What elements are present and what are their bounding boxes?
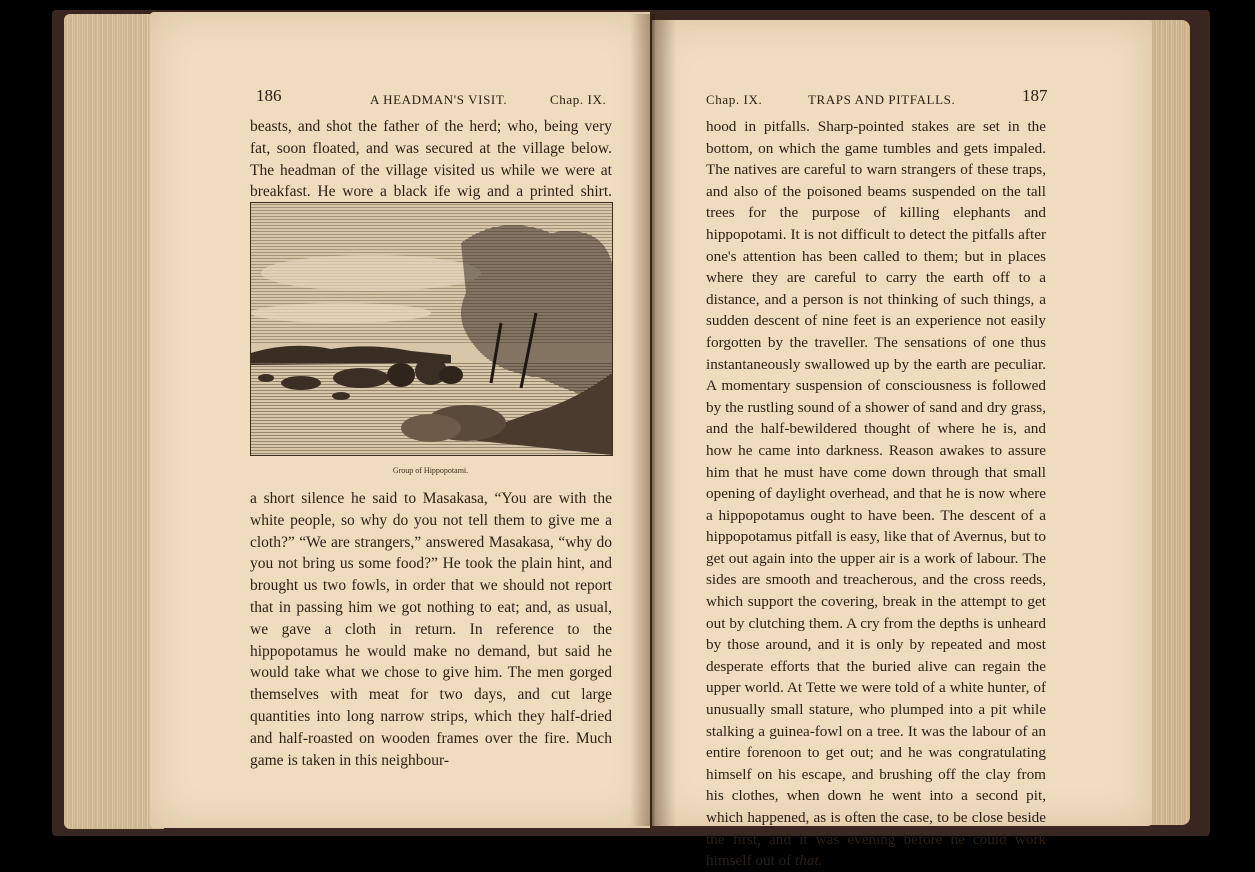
left-text-bottom: a short silence he said to Masakasa, “You are with the white people, so why do you not tell them to give me a cloth?” “We are strangers,” answered Masakasa, “why do you not bring us some food?” He took the plain hint, and brought us two fowls, in order that we should not report that in passing him we got nothing to eat; and, as usual, we gave a cloth in return. In reference to the hippopotamus he would make no demand, but said he would take what we chose to give him. The men gorged themselves with meat for two days, and cut large quantities into long narrow strips, which they half-dried and half-roasted on wooden frames over the fire. Much game is taken in this neighbour- xyxy=(250,490,612,769)
right-paragraph xyxy=(706,116,1046,872)
left-chapter-label: Chap. IX. xyxy=(550,92,607,107)
book-gutter xyxy=(630,14,676,826)
right-text-last-word: that. xyxy=(795,852,823,870)
right-running-head: TRAPS AND PITFALLS. xyxy=(808,92,956,107)
left-running-head: A HEADMAN'S VISIT. xyxy=(370,92,508,107)
right-text-main xyxy=(706,116,1046,872)
page-edges-left xyxy=(64,14,164,829)
right-page-number: 187 xyxy=(1022,86,1048,105)
hippopotami-engraving xyxy=(250,202,613,456)
left-text-top: beasts, and shot the father of the herd; who, being very fat, soon floated, and was secured at the village below. The headman of the village visited us while we were at breakfast. He wore a black ife wig and a printed shirt. xyxy=(250,118,612,201)
left-page-number: 186 xyxy=(256,86,282,105)
right-text-body: hood in pitfalls. Sharp-pointed stakes are set in the bottom, on which the game tumbles and gets impaled. The natives are careful to warn strangers of these traps, and also of the poisoned beams suspended on the tall trees for the purpose of killing elephants and hippopotami. It is not difficult to detect the pitfalls after one's attention has been called to them; but in places where they are careful to carry the earth off to a distance, and a person is not thinking of such things, a sudden descent of nine feet is an experience not easily forgotten by the traveller. The sensations of one thus instantaneously swallowed up by the earth are peculiar. A momentary suspension of consciousness is followed by the rustling sound of a shower of sand and dry grass, and the half-bewildered thought of where he is, and how he came into darkness. Reason awakes to assure him that he must have come down through that small opening of daylight overhead, and that he is now where a hippopotamus ought to have been. The descent of a hippopotamus pitfall is easy, like that of Avernus, but to get out again into the upper air is a work of labour. The sides are smooth and treacherous, and the cross reeds, which support the covering, break in the attempt to get out by clutching them. A cry from the depths is unheard by those around, and it is only by repeated and most desperate efforts that the buried alive can regain the upper world. At Tette we were told of a white hunter, of unusually small stature, who plumped into a pit while stalking a guinea-fowl on a tree. It was the labour of an entire forenoon to get out; and he was congratulating himself on his escape, and brushing off the clay from his clothes, when down he went into a second pit, which happened, as is often the case, to be close beside the first, and it was evening before he could work himself out of xyxy=(706,118,1046,870)
left-paragraph-bottom xyxy=(250,488,612,771)
right-chapter-label: Chap. IX. xyxy=(706,92,763,107)
figure-caption: Group of Hippopotami. xyxy=(392,466,469,475)
